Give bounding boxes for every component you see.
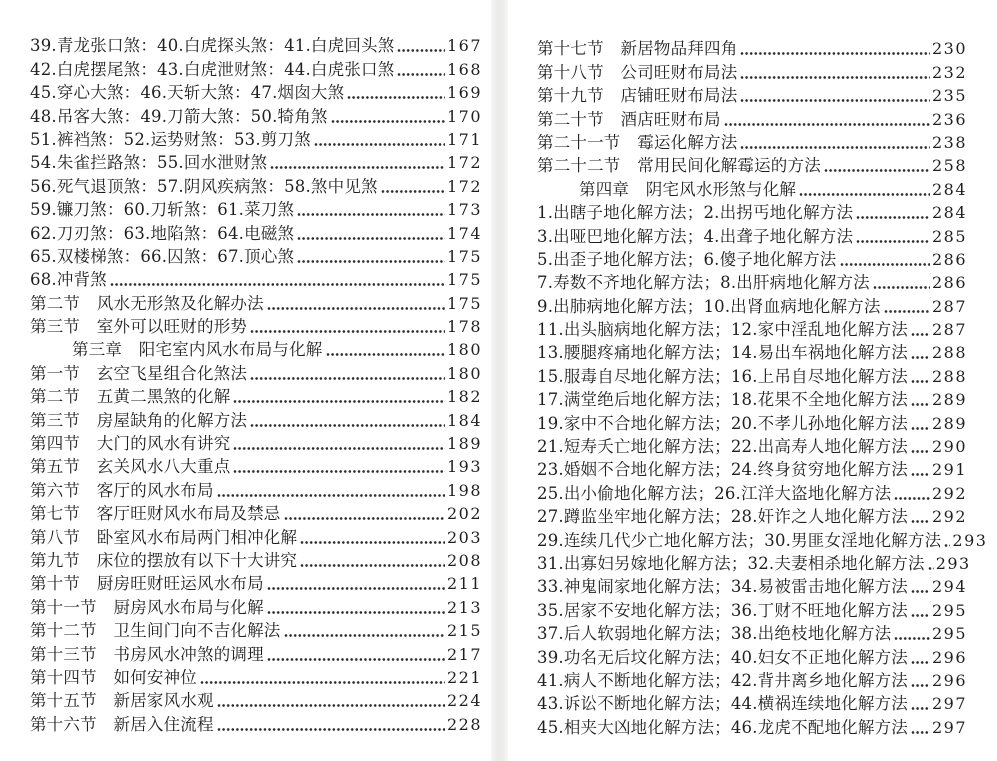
toc-entry [537, 223, 967, 246]
entry-title: 第四章 阴宅风水形煞与化解 [579, 179, 797, 199]
entry-page-number: 182 [446, 387, 482, 407]
entry-page-number: 184 [446, 410, 482, 430]
entry-page-number: 224 [446, 691, 482, 711]
entry-page-number: 172 [446, 153, 482, 173]
dot-leader [397, 48, 445, 53]
dot-leader [944, 543, 950, 548]
toc-page-right [537, 36, 988, 738]
toc-entry [537, 153, 967, 176]
toc-entry [537, 527, 988, 550]
toc-entry [30, 220, 482, 243]
entry-title: 45.穿心大煞：46.天斩大煞：47.烟囱大煞 [30, 83, 345, 103]
dot-leader [381, 189, 445, 194]
dot-leader [911, 706, 930, 711]
dot-leader [267, 586, 445, 591]
entry-page-number: 232 [931, 62, 967, 82]
toc-entry [30, 197, 482, 220]
entry-page-number: 296 [931, 670, 967, 690]
dot-leader [300, 540, 445, 545]
toc-entry [30, 103, 482, 126]
entry-title: 第十八节 公司旺财布局法 [537, 62, 738, 82]
dot-leader [217, 703, 445, 708]
dot-leader [799, 192, 930, 197]
toc-entry [30, 360, 482, 383]
toc-entry [30, 431, 482, 454]
toc-entry [30, 454, 482, 477]
entry-title: 第三节 室外可以旺财的形势 [30, 317, 248, 337]
entry-title: 29.连续几代少亡地化解方法；30.男匪女淫地化解方法 [537, 530, 942, 550]
toc-entry [537, 340, 967, 363]
toc-entry [30, 337, 482, 360]
entry-title: 1.出瞎子地化解方法；2.出拐丐地化解方法 [537, 203, 854, 223]
entry-page-number: 291 [931, 460, 967, 480]
entry-page-number: 292 [931, 507, 967, 527]
dot-leader [740, 75, 930, 80]
entry-page-number: 180 [446, 363, 482, 383]
entry-page-number: 168 [446, 59, 482, 79]
toc-entry [537, 434, 967, 457]
dot-leader [200, 680, 445, 685]
toc-entry [537, 59, 967, 82]
toc-entry [30, 150, 482, 173]
dot-leader [233, 399, 445, 404]
toc-entry [30, 477, 482, 500]
dot-leader [884, 309, 930, 314]
toc-entry [30, 33, 482, 56]
entry-title: 45.相夹大凶地化解方法；46.龙虎不配地化解方法 [537, 717, 908, 737]
dot-leader [326, 352, 445, 357]
entry-title: 9.出肺病地化解方法；10.出肾血病地化解方法 [537, 296, 881, 316]
toc-entry [30, 594, 482, 617]
dot-leader [911, 355, 930, 360]
toc-entry [537, 200, 967, 223]
entry-title: 第十一节 厨房风水布局与化解 [30, 597, 264, 617]
entry-page-number: 171 [446, 129, 482, 149]
entry-title: 23.婚姻不合地化解方法；24.终身贫穷地化解方法 [537, 460, 908, 480]
entry-title: 第一节 玄空飞星组合化煞法 [30, 363, 248, 383]
dot-leader [724, 122, 930, 127]
entry-page-number: 172 [446, 176, 482, 196]
entry-title: 第十四节 如何安神位 [30, 667, 197, 687]
entry-title: 41.病人不断地化解方法；42.背井离乡地化解方法 [537, 670, 908, 690]
dot-leader [894, 496, 930, 501]
toc-entry [30, 501, 482, 524]
dot-leader [856, 215, 930, 220]
dot-leader [217, 493, 445, 498]
dot-leader [740, 98, 930, 103]
toc-entry [537, 106, 967, 129]
entry-title: 33.神鬼闹家地化解方法；34.易被雷击地化解方法 [537, 577, 908, 597]
dot-leader [314, 142, 445, 147]
entry-title: 第二十节 酒店旺财布局 [537, 109, 721, 129]
toc-entry [537, 574, 967, 597]
toc-entry [537, 363, 967, 386]
entry-page-number: 293 [935, 553, 971, 573]
dot-leader [267, 657, 445, 662]
entry-page-number: 180 [446, 340, 482, 360]
toc-entry [30, 80, 482, 103]
entry-page-number: 238 [931, 132, 967, 152]
entry-title: 第十五节 新居家风水观 [30, 691, 214, 711]
dot-leader [740, 51, 930, 56]
toc-entry [537, 668, 967, 691]
entry-title: 第三节 房屋缺角的化解方法 [30, 410, 248, 430]
toc-entry [537, 621, 967, 644]
entry-page-number: 198 [446, 480, 482, 500]
dot-leader [110, 282, 445, 287]
entry-title: 第十节 厨房旺财旺运风水布局 [30, 574, 264, 594]
dot-leader [856, 239, 930, 244]
entry-title: 5.出歪子地化解方法；6.傻子地化解方法 [537, 249, 837, 269]
toc-entry [537, 387, 967, 410]
dot-leader [911, 402, 930, 407]
dot-leader [250, 376, 445, 381]
dot-leader [911, 660, 930, 665]
dot-leader [284, 633, 445, 638]
entry-page-number: 189 [446, 434, 482, 454]
entry-page-number: 289 [931, 413, 967, 433]
entry-title: 第十九节 店铺旺财布局法 [537, 86, 738, 106]
entry-page-number: 221 [446, 667, 482, 687]
entry-page-number: 296 [931, 647, 967, 667]
entry-title: 第四节 大门的风水有讲究 [30, 434, 231, 454]
entry-page-number: 235 [931, 86, 967, 106]
entry-page-number: 286 [931, 249, 967, 269]
entry-title: 第三章 阳宅室内风水布局与化解 [72, 340, 323, 360]
entry-page-number: 178 [446, 317, 482, 337]
dot-leader [297, 212, 445, 217]
dot-leader [217, 727, 445, 732]
toc-entry [30, 407, 482, 430]
entry-page-number: 211 [446, 574, 482, 594]
entry-page-number: 295 [931, 624, 967, 644]
entry-page-number: 228 [446, 714, 482, 734]
dot-leader [397, 72, 445, 77]
entry-title: 39.功名无后坟化解方法；40.妇女不正地化解方法 [537, 647, 908, 667]
entry-page-number: 167 [446, 36, 482, 56]
toc-entry [537, 691, 967, 714]
toc-entry [30, 688, 482, 711]
entry-title: 第二十一节 霉运化解方法 [537, 132, 738, 152]
toc-entry [537, 270, 967, 293]
toc-entry [30, 571, 482, 594]
entry-title: 35.居家不安地化解方法；36.丁财不旺地化解方法 [537, 600, 908, 620]
toc-entry [30, 173, 482, 196]
toc-entry [30, 267, 482, 290]
entry-title: 31.出寡妇另嫁地化解方法；32.夫妻相杀地化解方法 [537, 553, 925, 573]
dot-leader [740, 145, 930, 150]
entry-title: 第二节 风水无形煞及化解办法 [30, 293, 264, 313]
entry-title: 第六节 客厅的风水布局 [30, 480, 214, 500]
entry-page-number: 202 [446, 504, 482, 524]
toc-entry [537, 176, 967, 199]
entry-title: 7.寿数不齐地化解方法；8.出肝病地化解方法 [537, 273, 870, 293]
dot-leader [911, 613, 930, 618]
toc-entry [30, 665, 482, 688]
dot-leader [928, 566, 934, 571]
toc-entry [537, 644, 967, 667]
dot-leader [911, 379, 930, 384]
entry-title: 19.家中不合地化解方法；20.不孝儿孙地化解方法 [537, 413, 908, 433]
entry-page-number: 288 [931, 366, 967, 386]
entry-page-number: 284 [931, 203, 967, 223]
entry-title: 13.腰腿疼痛地化解方法；14.易出车祸地化解方法 [537, 343, 908, 363]
toc-entry [537, 410, 967, 433]
entry-page-number: 297 [931, 717, 967, 737]
dot-leader [911, 589, 930, 594]
entry-title: 37.后人软弱地化解方法；38.出绝枝地化解方法 [537, 624, 892, 644]
entry-title: 68.冲背煞 [30, 270, 107, 290]
dot-leader [250, 329, 445, 334]
toc-entry [537, 293, 967, 316]
entry-title: 第九节 床位的摆放有以下十大讲究 [30, 550, 298, 570]
entry-title: 56.死气退顶煞：57.阴风疾病煞：58.煞中见煞 [30, 176, 378, 196]
dot-leader [911, 683, 930, 688]
entry-title: 48.吊客大煞：49.刀箭大煞：50.犄角煞 [30, 106, 328, 126]
entry-title: 11.出头脑病地化解方法；12.家中淫乱地化解方法 [537, 320, 908, 340]
entry-page-number: 293 [952, 530, 988, 550]
toc-entry [537, 36, 967, 59]
entry-title: 39.青龙张口煞：40.白虎探头煞：41.白虎回头煞 [30, 36, 395, 56]
dot-leader [267, 610, 445, 615]
entry-page-number: 169 [446, 83, 482, 103]
dot-leader [911, 472, 930, 477]
entry-title: 43.诉讼不断地化解方法；44.横祸连续地化解方法 [537, 694, 908, 714]
entry-page-number: 215 [446, 621, 482, 641]
entry-title: 51.裤裆煞：52.运势财煞：53.剪刀煞 [30, 129, 311, 149]
toc-entry [537, 480, 967, 503]
toc-entry [537, 130, 967, 153]
toc-entry [537, 247, 967, 270]
dot-leader [911, 730, 930, 735]
entry-title: 第二节 五黄二黑煞的化解 [30, 387, 231, 407]
toc-page-left [30, 33, 482, 735]
toc-entry [30, 314, 482, 337]
entry-page-number: 193 [446, 457, 482, 477]
entry-title: 第八节 卧室风水布局两门相冲化解 [30, 527, 298, 547]
toc-entry [30, 641, 482, 664]
dot-leader [911, 332, 930, 337]
entry-page-number: 284 [931, 179, 967, 199]
entry-title: 第十六节 新居入住流程 [30, 714, 214, 734]
entry-page-number: 287 [931, 320, 967, 340]
dot-leader [297, 236, 445, 241]
entry-title: 15.服毒自尽地化解方法；16.上吊自尽地化解方法 [537, 366, 908, 386]
entry-title: 27.蹲监坐牢地化解方法；28.奸诈之人地化解方法 [537, 507, 908, 527]
dot-leader [911, 449, 930, 454]
entry-page-number: 170 [446, 106, 482, 126]
dot-leader [300, 563, 445, 568]
dot-leader [284, 516, 445, 521]
entry-title: 65.双楼梯煞：66.囚煞：67.顶心煞 [30, 246, 295, 266]
entry-page-number: 175 [446, 270, 482, 290]
entry-page-number: 173 [446, 200, 482, 220]
entry-page-number: 258 [931, 156, 967, 176]
entry-page-number: 288 [931, 343, 967, 363]
dot-leader [233, 446, 445, 451]
toc-entry [537, 457, 967, 480]
toc-entry [30, 711, 482, 734]
toc-entry [537, 551, 971, 574]
toc-entry [537, 83, 967, 106]
entry-title: 第五节 玄关风水八大重点 [30, 457, 231, 477]
entry-title: 42.白虎摆尾煞：43.白虎泄财煞：44.白虎张口煞 [30, 59, 395, 79]
entry-title: 59.镰刀煞：60.刀斩煞：61.菜刀煞 [30, 200, 295, 220]
dot-leader [911, 426, 930, 431]
toc-entry [30, 548, 482, 571]
entry-page-number: 208 [446, 550, 482, 570]
entry-page-number: 294 [931, 577, 967, 597]
entry-title: 21.短寿夭亡地化解方法；22.出高寿人地化解方法 [537, 437, 908, 457]
entry-page-number: 174 [446, 223, 482, 243]
entry-page-number: 297 [931, 694, 967, 714]
dot-leader [840, 262, 930, 267]
toc-entry [30, 290, 482, 313]
entry-page-number: 175 [446, 246, 482, 266]
dot-leader [894, 636, 930, 641]
entry-title: 第七节 客厅旺财风水布局及禁忌 [30, 504, 281, 524]
toc-entry [537, 714, 967, 737]
toc-entry [537, 504, 967, 527]
entry-title: 第十三节 书房风水冲煞的调理 [30, 644, 264, 664]
toc-entry [30, 244, 482, 267]
entry-title: 第二十二节 常用民间化解霉运的方法 [537, 156, 821, 176]
entry-title: 25.出小偷地化解方法；26.江洋大盗地化解方法 [537, 483, 892, 503]
toc-entry [30, 524, 482, 547]
entry-page-number: 175 [446, 293, 482, 313]
dot-leader [250, 423, 445, 428]
entry-title: 第十二节 卫生间门向不吉化解法 [30, 621, 281, 641]
dot-leader [911, 519, 930, 524]
entry-title: 62.刀刃煞：63.地陷煞：64.电磁煞 [30, 223, 295, 243]
entry-page-number: 289 [931, 390, 967, 410]
entry-title: 17.满堂绝后地化解方法；18.花果不全地化解方法 [537, 390, 908, 410]
dot-leader [297, 259, 445, 264]
toc-entry [30, 56, 482, 79]
entry-page-number: 203 [446, 527, 482, 547]
dot-leader [824, 168, 930, 173]
entry-page-number: 236 [931, 109, 967, 129]
toc-entry [30, 127, 482, 150]
dot-leader [873, 285, 930, 290]
entry-page-number: 290 [931, 437, 967, 457]
toc-entry [30, 384, 482, 407]
toc-entry [537, 317, 967, 340]
dot-leader [331, 119, 445, 124]
entry-title: 第十七节 新居物品拜四角 [537, 39, 738, 59]
toc-entry [30, 618, 482, 641]
entry-page-number: 286 [931, 273, 967, 293]
dot-leader [347, 95, 445, 100]
page-gutter [491, 0, 508, 761]
entry-page-number: 213 [446, 597, 482, 617]
entry-page-number: 287 [931, 296, 967, 316]
entry-page-number: 285 [931, 226, 967, 246]
entry-page-number: 217 [446, 644, 482, 664]
dot-leader [233, 469, 445, 474]
entry-title: 3.出哑巴地化解方法；4.出聋子地化解方法 [537, 226, 854, 246]
dot-leader [267, 306, 445, 311]
toc-entry [537, 597, 967, 620]
dot-leader [270, 165, 445, 170]
entry-page-number: 292 [931, 483, 967, 503]
entry-page-number: 295 [931, 600, 967, 620]
entry-title: 54.朱雀拦路煞：55.回水泄财煞 [30, 153, 268, 173]
entry-page-number: 230 [931, 39, 967, 59]
